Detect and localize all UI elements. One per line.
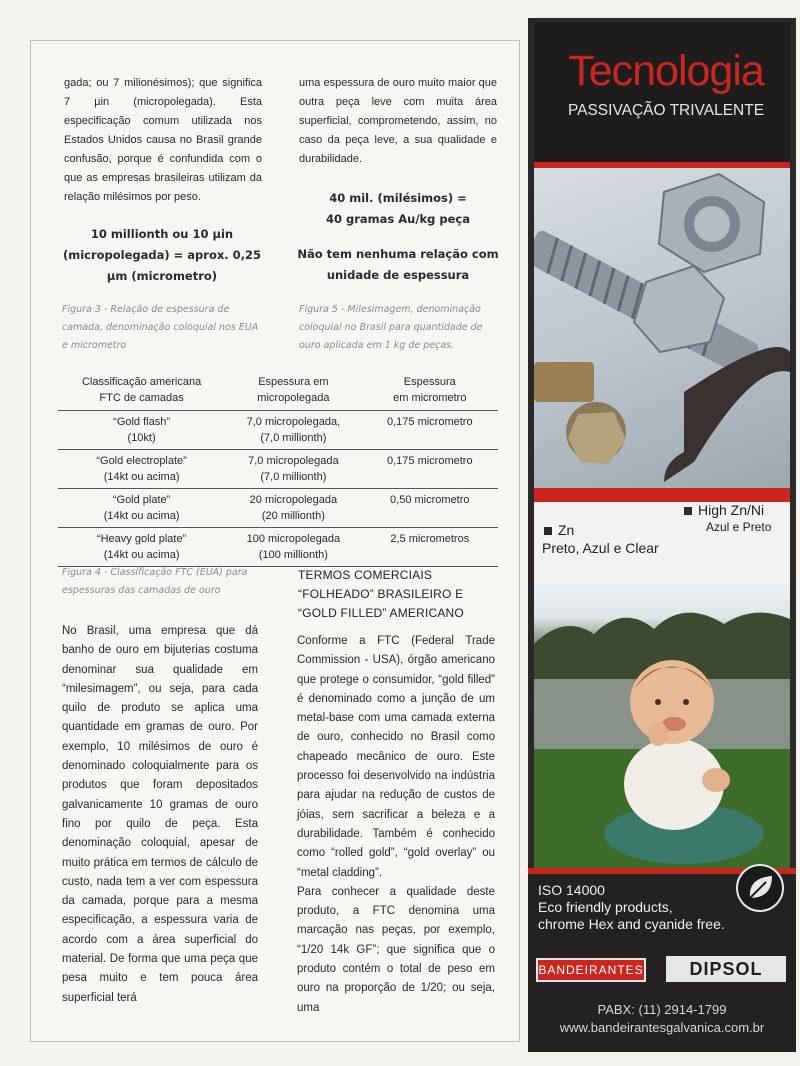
ad-subtitle: PASSIVAÇÃO TRIVALENTE: [567, 102, 765, 119]
paragraph: uma espessura de ouro muito maior que outra peça leve com muita área superficial, comprometendo, assim, no caso da peça leve, a sua qualidade e durabilidade.: [299, 77, 497, 165]
paragraph: No Brasil, uma empresa que dá banho de ouro em bijuterias costuma denominar sua qualidade em “milesimagem”, ou seja, para cada quilo de produto se aplica uma quantidade em gramas de ouro. Por exemplo, 10 milésimos de ouro é denominado coloquialmente para os produtos que foram depositados galvanicamente 10 gramas de ouro fino por quilo de peça. Esta denominação coloquial, apesar de muito prática em termos de cálculo de custo, nada tem a ver com espessura da camada, porque para a mesma especificação, a espessura varia de acordo com a área superficial do material. De forma que uma peça que pesa muito e tem pouca área superficial terá: [62, 625, 258, 1004]
table-cell: “Heavy gold plate” (14kt ou acima): [58, 528, 225, 567]
high-zn-sub: Azul e Preto: [706, 520, 772, 534]
table-cell: “Gold flash” (10kt): [58, 411, 225, 450]
formula-note: Não tem nenhuma relação com unidade de espessura: [297, 247, 499, 282]
zn-sub: Preto, Azul e Clear: [542, 540, 659, 556]
high-zn-label-box: [684, 502, 764, 518]
ad-website: www.bandeirantesgalvanica.com.br: [559, 1020, 765, 1035]
ftc-classification-table: [58, 372, 498, 567]
table-row: [58, 450, 498, 489]
column-header: Classificação americana FTC de camadas: [58, 372, 225, 411]
dipsol-logo: DIPSOL: [666, 956, 786, 982]
zn-label: Zn: [558, 522, 575, 538]
paragraph: gada; ou 7 milionésimos); que significa 7 µin (micropolegada). Esta especificação comum utilizada nos Estados Unidos causa no Brasil grande confusão, porque é confundida com o que as empresas brasileiras utilizam da relação milésimos por peso.: [64, 77, 262, 203]
table-header-row: [58, 372, 498, 411]
baby-illustration: [534, 584, 790, 868]
eco-leaf-icon: [736, 864, 784, 912]
article-column-left-bottom: [62, 622, 258, 1008]
bolts-illustration: [534, 162, 790, 502]
bullet-square-icon: [684, 507, 692, 515]
section-heading: TERMOS COMERCIAIS “FOLHEADO” BRASILEIRO E “GOLD FILLED” AMERICANO: [298, 568, 464, 620]
paragraph: Conforme a FTC (Federal Trade Commission - USA), órgão americano que protege o consumidor, “gold filled” é denominado como a junção de um metal-base com uma camada externa de ouro, conhecido no Brasil como chapeado mecânico de ouro. Este processo foi desenvolvido na indústria para ajudar na redução de custos de jóias, sem sacrificar a beleza e a durabilidade. Também é conhecido como “rolled gold”, “gold overlay” ou “metal cladding”.: [297, 635, 495, 879]
table-row: [58, 411, 498, 450]
bullet-square-icon: [544, 527, 552, 535]
table-cell: “Gold plate” (14kt ou acima): [58, 489, 225, 528]
table-cell: 0,175 micrometro: [362, 450, 498, 489]
table-cell: 100 micropolegada (100 millionth): [225, 528, 361, 567]
column-header: Espessura em micropolegada: [225, 372, 361, 411]
figure-5-caption: Figura 5 - Milesimagem, denominação coloquial no Brasil para quantidade de ouro aplicada em 1 kg de peças.: [299, 304, 483, 351]
ad-phone: PABX: (11) 2914-1799: [597, 1002, 727, 1017]
table-cell: 7,0 micropolegada, (7,0 millionth): [225, 411, 361, 450]
paragraph: Para conhecer a qualidade deste produto, a FTC denomina uma marcação nas peças, por exemplo, “1/20 14k GF”; que significa que o produto contém o total de peso em ouro na proporção de 1/20; ou seja, uma: [297, 885, 495, 1014]
article-column-right-bottom: [297, 632, 495, 1018]
table-cell: 0,175 micrometro: [362, 411, 498, 450]
formula-micropolegada: 10 millionth ou 10 µin (micropolegada) = aprox. 0,25 µm (micrometro): [62, 227, 262, 283]
table-cell: 2,5 micrometros: [362, 528, 498, 567]
zn-label-box: [544, 522, 574, 538]
table-row: [58, 489, 498, 528]
ad-title: Tecnologia: [568, 47, 764, 95]
baby-photo: [534, 584, 790, 868]
high-zn-label: High Zn/Ni: [698, 502, 765, 518]
figure-4-caption: Figura 4 - Classificação FTC (EUA) para espessuras das camadas de ouro: [62, 567, 248, 596]
ad-finish-options: [534, 502, 790, 584]
column-header: Espessura em micrometro: [362, 372, 498, 411]
bandeirantes-logo: BANDEIRANTES: [536, 958, 646, 982]
bolts-photo: [534, 162, 790, 502]
article-column-right-top: [299, 74, 497, 169]
table-cell: 7,0 micropolegada (7,0 millionth): [225, 450, 361, 489]
table-cell: 20 micropolegada (20 millionth): [225, 489, 361, 528]
iso-statement: ISO 14000 Eco friendly products, chrome Hex and cyanide free.: [538, 882, 725, 932]
figure-3-caption: Figura 3 - Relação de espessura de camada, denominação coloquial nos EUA e micrometro: [62, 304, 259, 351]
table-row: [58, 528, 498, 567]
ad-header: [534, 22, 790, 162]
formula-milesimos: 40 mil. (milésimos) = 40 gramas Au/kg peça: [325, 191, 471, 226]
table-cell: “Gold electroplate” (14kt ou acima): [58, 450, 225, 489]
table-cell: 0,50 micrometro: [362, 489, 498, 528]
advertisement: [528, 18, 796, 1052]
article-column-left-top: [64, 74, 262, 207]
